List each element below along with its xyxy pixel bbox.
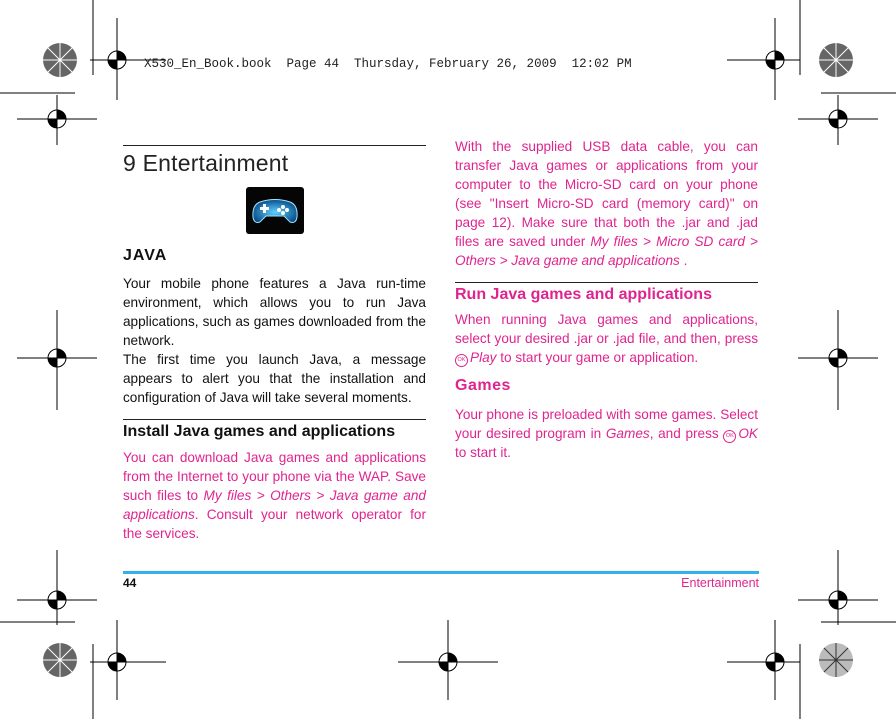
play-label: Play: [470, 350, 497, 365]
ok-key-icon: OK: [455, 354, 468, 367]
games-paragraph: Your phone is preloaded with some games. Select your desired program in Games, and press OK OK to start it.: [455, 407, 758, 460]
footer-bar: [123, 571, 759, 574]
install-path: My files > Others > Java game and applications: [123, 488, 426, 522]
footer-section-title: Entertainment: [681, 576, 759, 590]
ok-label: OK: [738, 426, 758, 441]
games-menu: Games: [605, 426, 650, 441]
java-para-2: The first time you launch Java, a message appears to alert you that the installation and configuration of Java will take several moments.: [123, 352, 426, 405]
run-paragraph: When running Java games and applications, select your desired .jar or .jad file, and then, press OK Play to start your game or application.: [455, 312, 758, 365]
java-heading: JAVA: [123, 247, 168, 264]
run-heading: Run Java games and applications: [455, 286, 712, 303]
page-number: 44: [123, 576, 137, 590]
gamepad-icon: [246, 187, 304, 234]
print-header: X530_En_Book.book Page 44 Thursday, February 26, 2009 12:02 PM: [144, 57, 632, 71]
usb-path: My files > Micro SD card > Others > Java game and applications: [455, 234, 758, 268]
page-title: 9 Entertainment: [123, 150, 289, 176]
install-heading: Install Java games and applications: [123, 423, 396, 440]
usb-paragraph: With the supplied USB data cable, you can transfer Java games or applications from your computer to the Micro-SD card on your phone (see "Insert Micro-SD card (memory card)" on page 12). Make sure that both the .jar and .jad files are saved under My files > Micro SD card > Others > Java game and applications .: [455, 139, 758, 268]
install-paragraph: You can download Java games and applications from the Internet to your phone via the WAP. Save such files to My files > Others > Java game and applications. Consult your network operator for the services.: [123, 450, 426, 541]
section-rule: [455, 282, 758, 283]
games-heading: Games: [455, 377, 511, 394]
java-description: [123, 274, 426, 407]
java-para-1: Your mobile phone features a Java run-time environment, which allows you to run Java applications, such as games downloaded from the network.: [123, 276, 426, 348]
ok-key-icon: OK: [723, 430, 736, 443]
title-rule: [123, 145, 426, 146]
section-rule: [123, 419, 426, 420]
